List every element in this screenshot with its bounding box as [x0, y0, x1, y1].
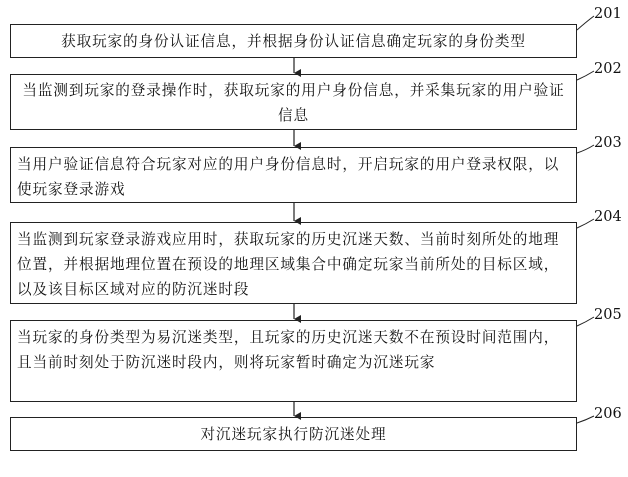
leader-203 — [577, 145, 594, 153]
step-label-202: 202 — [594, 61, 622, 77]
step-text-202: 当监测到玩家的登录操作时，获取玩家的用户身份信息，并采集玩家的用户验证信息 — [22, 82, 565, 124]
step-text-205: 当玩家的身份类型为易沉迷类型，且玩家的历史沉迷天数不在预设时间范围内，且当前时刻处于防沉迷时段内，则将玩家暂时确定为沉迷玩家 — [17, 329, 560, 371]
leader-201 — [577, 16, 594, 30]
step-label-201: 201 — [594, 6, 622, 22]
step-label-206: 206 — [594, 406, 622, 422]
step-label-204: 204 — [594, 209, 622, 225]
step-text-206: 对沉迷玩家执行防沉迷处理 — [200, 426, 387, 443]
step-text-203: 当用户验证信息符合玩家对应的用户身份信息时，开启玩家的用户登录权限，以使玩家登录游戏 — [17, 156, 560, 198]
step-text-201: 获取玩家的身份认证信息，并根据身份认证信息确定玩家的身份类型 — [61, 33, 526, 50]
step-label-203: 203 — [594, 135, 622, 151]
leader-204 — [577, 219, 594, 228]
leader-205 — [577, 317, 594, 326]
step-label-205: 205 — [594, 307, 622, 323]
leader-202 — [577, 71, 594, 80]
leader-206 — [577, 416, 594, 423]
step-text-204: 当监测到玩家登录游戏应用时，获取玩家的历史沉迷天数、当前时刻所处的地理位置，并根据地理位置在预设的地理区域集合中确定玩家当前所处的目标区域，以及该目标区域对应的防沉迷时段 — [17, 231, 560, 298]
